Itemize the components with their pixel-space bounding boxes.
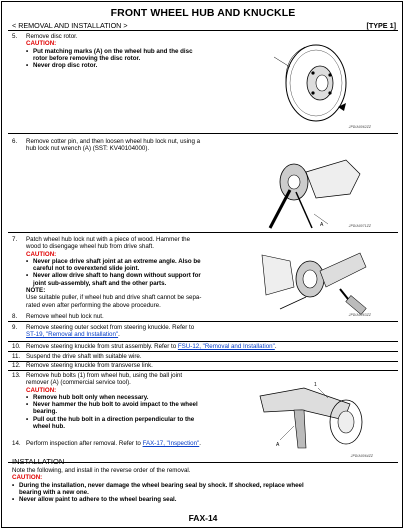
note-text: Use suitable puller, if wheel hub and drive shaft cannot be sepa- <box>26 294 202 302</box>
link-fax-17[interactable]: FAX-17, "Inspection" <box>142 440 200 447</box>
caution-bullet: • Never hammer the hub bolt to avoid impact to the wheel bearing. <box>26 401 198 416</box>
document-page: FRONT WHEEL HUB AND KNUCKLE < REMOVAL AND INSTALLATION > [TYPE 1] 5. Remove disc rotor. CAUTION: • Put matching marks (A) on the wheel hub and the disc rotor before removing the disc rotor. • Never drop disc rotor. JPDIA0062ZZ 6. Remove cotter pin, and then loosen wheel hub lock nut, using a hub lock nut wrench (A) (SST: KV40104000). A JPDIA0071ZZ 7. Patch wheel hub lock nut with a piece of wood. Hammer the wood to disengage wheel hub from drive shaft. CAUTION: • Never place drive shaft joint at an extreme angle. Also be careful not to overextend slide joint. • Never allow drive shaft to hang down without support for joint sub-assembly, shaft and the other parts. NOTE: Use suitable puller, if wheel hub and drive shaft cannot be sepa- rated even after performing the above procedure. JPDIA0063ZZ 8. Remove wheel hub lock nut. 9. Remove steering outer socket from steering knuckle. Refer to ST-19, "Removal and Installation". 10. Remove steering knuckle from strut assembly. Refer to FSU-12, "Removal and Installation". 11. Suspend the drive shaft with suitable wire. 12. Remove steering knuckle from transverse link. 13. Remove hub bolts (1) from wheel hub, using the ball joint remover (A) (commercial service tool). CAUTION: • Remove hub bolt only when necessary. • Never hammer the hub bolt to avoid impact to the wheel bearing. • Pull out the hub bolt in a direction perpendicular to the wheel hub. A 1 JPDIA0064ZZ 14. Perform inspection after removal. Refer to FAX-17, "Inspection". INSTALLATION Note the following, and install in the reverse order of the removal. CAUTION: • During the installation, never damage the wheel bearing seal by shock. If shocked, replace wheel bearing with a new one. • Never allow paint to adhere to the wheel bearing seal. FAX-14 <box>8 7 400 527</box>
disc-rotor-illustration <box>250 37 374 131</box>
note-text: rated even after performing the above procedure. <box>26 301 161 309</box>
caution-label: CAUTION: <box>12 474 43 482</box>
caution-bullet: • Remove hub bolt only when necessary. <box>26 394 198 401</box>
disc-rotor-figure <box>250 37 374 131</box>
figure-id: JPDIA0064ZZ <box>350 454 373 458</box>
row-divider <box>8 370 398 371</box>
page-number: FAX-14 <box>188 513 218 523</box>
installation-title: INSTALLATION <box>12 457 65 466</box>
step-text: hub lock nut wrench (A) (SST: KV40104000). <box>26 145 150 153</box>
step-number: 8. <box>12 313 18 320</box>
caution-bullet: • Never place drive shaft joint at an extreme angle. Also be careful not to overextend slide joint. <box>26 258 201 273</box>
figure-id: JPDIA0062ZZ <box>348 125 371 129</box>
hub-lock-nut-illustration <box>250 154 374 230</box>
step-text: Remove wheel hub lock nut. <box>26 313 104 320</box>
section-label: < REMOVAL AND INSTALLATION > <box>12 21 128 30</box>
step-text: Remove hub bolts (1) from wheel hub, using the ball joint <box>26 372 183 379</box>
section-divider <box>8 133 398 134</box>
hub-lock-nut-figure <box>250 154 374 230</box>
row-divider <box>8 321 398 322</box>
page-title: FRONT WHEEL HUB AND KNUCKLE <box>110 7 296 19</box>
step-text: Remove steering outer socket from steering knuckle. Refer to <box>26 324 195 331</box>
caution-bullet: • Never drop disc rotor. <box>26 62 193 69</box>
step-number: 10. <box>12 343 21 350</box>
step-text: Perform inspection after removal. Refer to <box>26 440 143 447</box>
row-divider <box>8 351 398 352</box>
caution-bullet: • During the installation, never damage the wheel bearing seal by shock. If shocked, replace wheel bearing with a new one. <box>12 482 396 497</box>
figure-id: JPDIA0071ZZ <box>348 224 371 228</box>
step-text: wood to disengage wheel hub from drive shaft. <box>26 243 154 251</box>
caution-label: CAUTION: <box>26 250 57 258</box>
hub-bolt-illustration <box>254 374 376 460</box>
drive-shaft-illustration <box>250 237 374 319</box>
step-number: 13. <box>12 372 21 379</box>
step-number: 6. <box>12 138 18 145</box>
step-text: Remove steering knuckle from transverse link. <box>26 362 153 369</box>
section-divider <box>8 462 398 463</box>
installation-body <box>12 467 396 503</box>
step-text: remover (A) (commercial service tool). <box>26 379 131 387</box>
link-st-19[interactable]: ST-19, "Removal and Installation" <box>26 331 119 339</box>
label-a: A <box>276 442 280 448</box>
section-subheader <box>12 21 396 30</box>
step-number: 11. <box>12 353 21 360</box>
caution-bullet: • Put matching marks (A) on the wheel hub and the disc rotor before removing the disc rotor. <box>26 48 193 63</box>
step-number: 5. <box>12 33 18 40</box>
label-a: A <box>320 222 324 228</box>
caution-label: CAUTION: <box>26 40 57 48</box>
step-number: 9. <box>12 324 18 331</box>
label-1: 1 <box>314 382 317 388</box>
step-text: Remove disc rotor. <box>26 33 78 40</box>
caution-bullet: • Pull out the hub bolt in a direction perpendicular to the wheel hub. <box>26 416 198 431</box>
installation-intro: Note the following, and install in the reverse order of the removal. <box>12 467 191 474</box>
row-divider <box>8 341 398 342</box>
type-label: [TYPE 1] <box>366 21 396 30</box>
caution-bullet: • Never allow paint to adhere to the wheel bearing seal. <box>12 496 396 503</box>
step-text: Suspend the drive shaft with suitable wire. <box>26 353 142 360</box>
step-text: Patch wheel hub lock nut with a piece of wood. Hammer the <box>26 236 191 243</box>
step-text: Remove cotter pin, and then loosen wheel hub lock nut, using a <box>26 138 201 145</box>
section-divider <box>8 232 398 233</box>
step-text: Remove steering knuckle from strut assembly. Refer to <box>26 343 178 350</box>
note-label: NOTE: <box>26 287 46 295</box>
hub-bolt-figure <box>254 374 376 460</box>
link-fsu-12[interactable]: FSU-12, "Removal and Installation" <box>177 343 275 350</box>
step-number: 12. <box>12 362 21 369</box>
figure-id: JPDIA0063ZZ <box>348 313 371 317</box>
step-number: 7. <box>12 236 18 243</box>
drive-shaft-figure <box>250 237 374 319</box>
caution-label: CAUTION: <box>26 386 57 394</box>
caution-bullet: • Never allow drive shaft to hang down without support for joint sub-assembly, shaft and the other parts. <box>26 272 201 287</box>
step-number: 14. <box>12 440 21 447</box>
header-divider <box>8 30 398 31</box>
